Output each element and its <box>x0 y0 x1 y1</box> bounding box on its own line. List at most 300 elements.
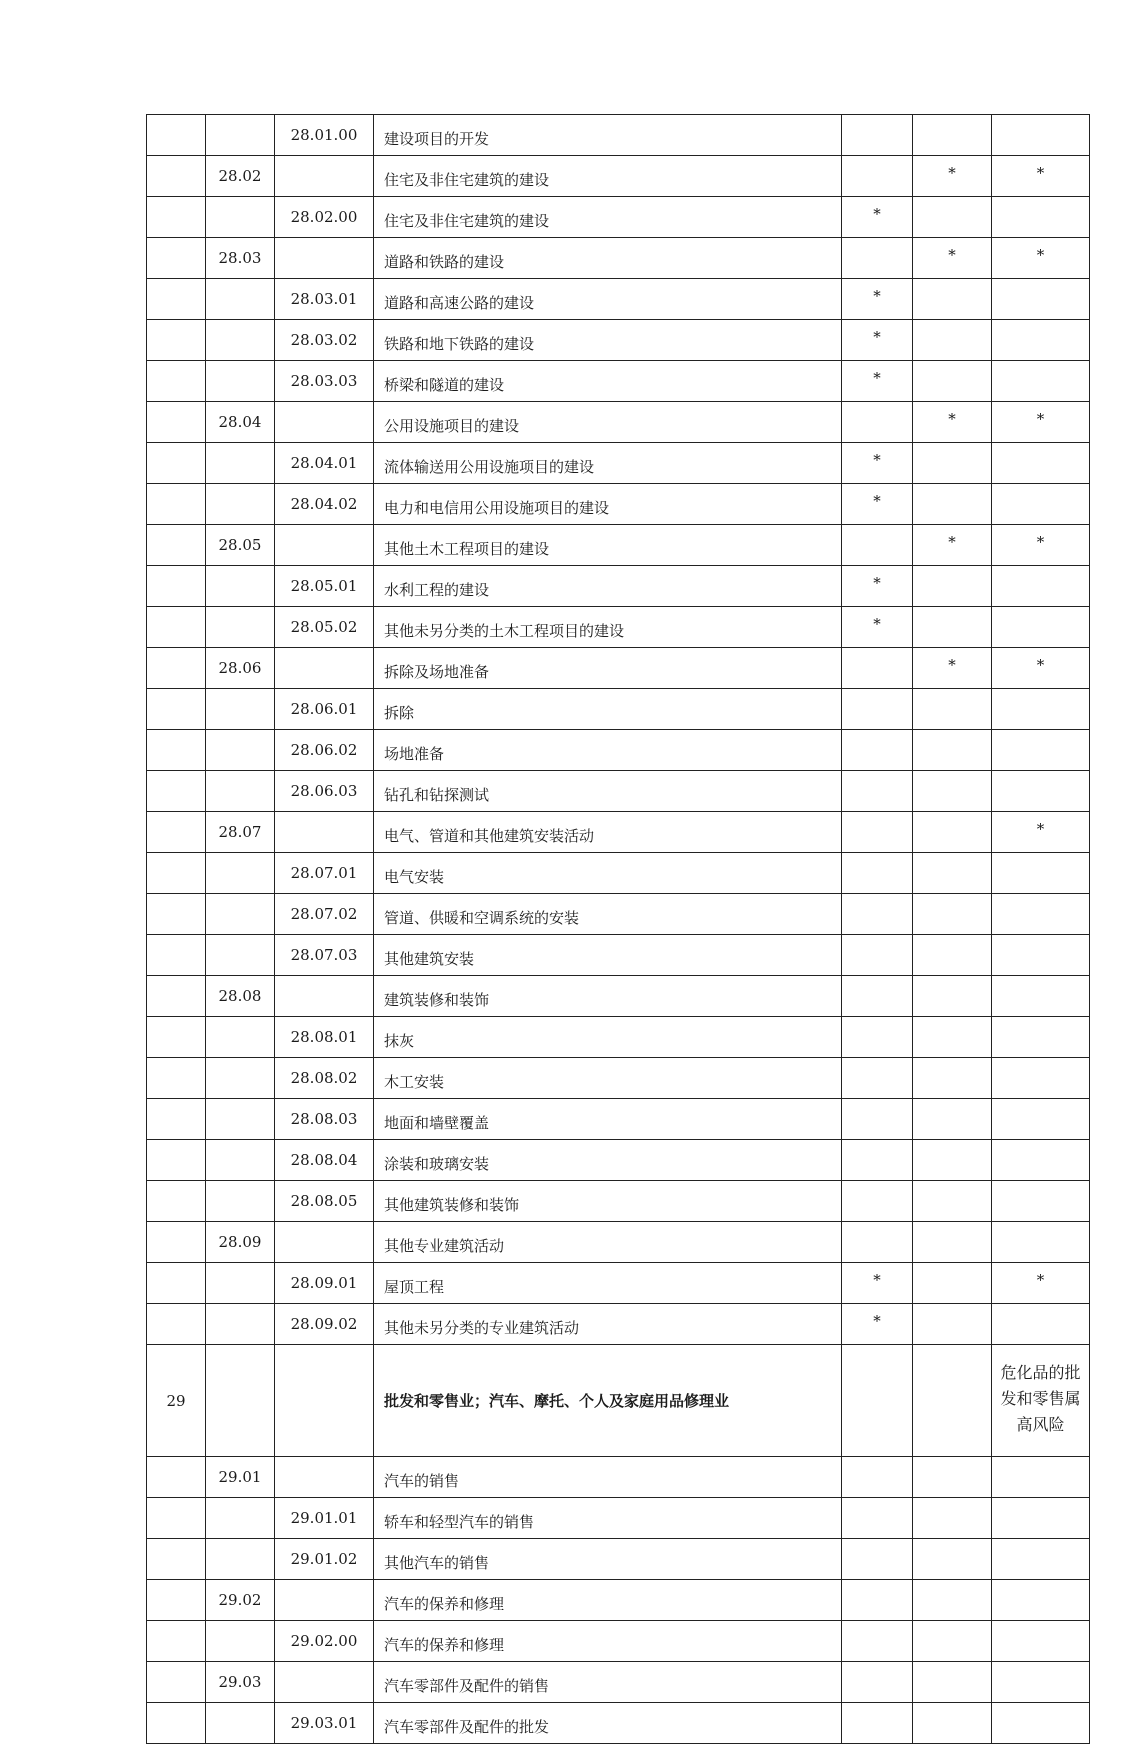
detail-code-cell: 28.08.03 <box>275 1099 374 1140</box>
detail-code-cell <box>275 525 374 566</box>
major-code-cell <box>147 443 206 484</box>
mark-col-2-cell: * <box>913 648 992 689</box>
detail-code-cell <box>275 976 374 1017</box>
mark-col-3-cell: * <box>992 812 1090 853</box>
detail-code-cell: 28.03.01 <box>275 279 374 320</box>
table-row <box>147 607 1090 648</box>
category-name-cell: 木工安装 <box>374 1058 842 1099</box>
mark-col-1-cell <box>842 1457 913 1498</box>
sub-code-cell <box>206 1304 275 1345</box>
mark-col-3-cell <box>992 279 1090 320</box>
mark-col-1-cell <box>842 1099 913 1140</box>
table-row <box>147 1017 1090 1058</box>
mark-col-1-cell <box>842 976 913 1017</box>
table-row <box>147 1580 1090 1621</box>
category-name-cell: 流体输送用公用设施项目的建设 <box>374 443 842 484</box>
category-name-cell: 铁路和地下铁路的建设 <box>374 320 842 361</box>
sub-code-cell <box>206 730 275 771</box>
table-row <box>147 1662 1090 1703</box>
mark-col-3-cell <box>992 771 1090 812</box>
major-code-cell <box>147 689 206 730</box>
sub-code-cell <box>206 1498 275 1539</box>
mark-col-3-cell <box>992 853 1090 894</box>
detail-code-cell <box>275 1662 374 1703</box>
mark-col-1-cell <box>842 1539 913 1580</box>
detail-code-cell <box>275 812 374 853</box>
mark-col-1-cell <box>842 1222 913 1263</box>
category-name-cell: 管道、供暖和空调系统的安装 <box>374 894 842 935</box>
detail-code-cell: 28.05.02 <box>275 607 374 648</box>
mark-col-2-cell: * <box>913 525 992 566</box>
major-code-cell <box>147 1457 206 1498</box>
mark-col-3-cell <box>992 607 1090 648</box>
sub-code-cell: 28.03 <box>206 238 275 279</box>
major-code-cell <box>147 1181 206 1222</box>
sub-code-cell <box>206 115 275 156</box>
mark-col-1-cell <box>842 1498 913 1539</box>
classification-table-body <box>147 115 1090 1744</box>
category-name-cell: 批发和零售业；汽车、摩托、个人及家庭用品修理业 <box>374 1345 842 1457</box>
table-row <box>147 320 1090 361</box>
major-code-cell <box>147 1263 206 1304</box>
category-name-cell: 其他专业建筑活动 <box>374 1222 842 1263</box>
detail-code-cell: 28.07.03 <box>275 935 374 976</box>
major-code-cell <box>147 484 206 525</box>
sub-code-cell: 29.02 <box>206 1580 275 1621</box>
detail-code-cell: 28.04.02 <box>275 484 374 525</box>
mark-col-3-cell <box>992 976 1090 1017</box>
detail-code-cell: 29.01.02 <box>275 1539 374 1580</box>
table-row <box>147 484 1090 525</box>
sub-code-cell <box>206 443 275 484</box>
table-row <box>147 1222 1090 1263</box>
detail-code-cell <box>275 402 374 443</box>
mark-col-2-cell <box>913 1263 992 1304</box>
sub-code-cell <box>206 1621 275 1662</box>
table-row <box>147 935 1090 976</box>
sub-code-cell <box>206 771 275 812</box>
mark-col-3-cell <box>992 361 1090 402</box>
category-name-cell: 水利工程的建设 <box>374 566 842 607</box>
category-name-cell: 其他建筑装修和装饰 <box>374 1181 842 1222</box>
category-name-cell: 公用设施项目的建设 <box>374 402 842 443</box>
table-row <box>147 1345 1090 1457</box>
mark-col-2-cell <box>913 1498 992 1539</box>
mark-col-2-cell <box>913 1457 992 1498</box>
classification-table <box>146 114 1090 1744</box>
mark-col-2-cell <box>913 607 992 648</box>
mark-col-2-cell <box>913 1222 992 1263</box>
table-row <box>147 156 1090 197</box>
category-name-cell: 电力和电信用公用设施项目的建设 <box>374 484 842 525</box>
sub-code-cell <box>206 853 275 894</box>
mark-col-2-cell <box>913 1539 992 1580</box>
table-row <box>147 1140 1090 1181</box>
major-code-cell <box>147 320 206 361</box>
sub-code-cell <box>206 484 275 525</box>
major-code-cell <box>147 1580 206 1621</box>
mark-col-1-cell <box>842 156 913 197</box>
mark-col-2-cell <box>913 1580 992 1621</box>
mark-col-3-cell <box>992 443 1090 484</box>
mark-col-3-cell <box>992 197 1090 238</box>
category-name-cell: 其他建筑安装 <box>374 935 842 976</box>
table-row <box>147 1304 1090 1345</box>
major-code-cell <box>147 853 206 894</box>
category-name-cell: 其他土木工程项目的建设 <box>374 525 842 566</box>
detail-code-cell: 28.01.00 <box>275 115 374 156</box>
major-code-cell <box>147 1539 206 1580</box>
detail-code-cell <box>275 648 374 689</box>
category-name-cell: 其他未另分类的专业建筑活动 <box>374 1304 842 1345</box>
major-code-cell <box>147 197 206 238</box>
table-row <box>147 1099 1090 1140</box>
mark-col-2-cell: * <box>913 156 992 197</box>
detail-code-cell <box>275 1345 374 1457</box>
table-row <box>147 197 1090 238</box>
category-name-cell: 建设项目的开发 <box>374 115 842 156</box>
detail-code-cell: 28.06.02 <box>275 730 374 771</box>
major-code-cell <box>147 1304 206 1345</box>
sub-code-cell <box>206 1140 275 1181</box>
category-name-cell: 住宅及非住宅建筑的建设 <box>374 197 842 238</box>
mark-col-3-cell <box>992 1498 1090 1539</box>
table-row <box>147 894 1090 935</box>
sub-code-cell <box>206 1181 275 1222</box>
sub-code-cell: 28.05 <box>206 525 275 566</box>
major-code-cell <box>147 812 206 853</box>
mark-col-3-cell <box>992 115 1090 156</box>
detail-code-cell <box>275 156 374 197</box>
mark-col-1-cell <box>842 402 913 443</box>
mark-col-2-cell <box>913 1703 992 1744</box>
detail-code-cell <box>275 1580 374 1621</box>
mark-col-1-cell <box>842 115 913 156</box>
mark-col-3-cell <box>992 935 1090 976</box>
category-name-cell: 涂装和玻璃安装 <box>374 1140 842 1181</box>
detail-code-cell: 29.02.00 <box>275 1621 374 1662</box>
detail-code-cell <box>275 1222 374 1263</box>
mark-col-1-cell: * <box>842 1304 913 1345</box>
major-code-cell: 29 <box>147 1345 206 1457</box>
mark-col-1-cell: * <box>842 607 913 648</box>
detail-code-cell: 28.08.04 <box>275 1140 374 1181</box>
mark-col-2-cell <box>913 689 992 730</box>
major-code-cell <box>147 156 206 197</box>
mark-col-3-cell: 危化品的批发和零售属高风险 <box>992 1345 1090 1457</box>
major-code-cell <box>147 115 206 156</box>
detail-code-cell: 28.07.01 <box>275 853 374 894</box>
mark-col-2-cell <box>913 771 992 812</box>
category-name-cell: 拆除及场地准备 <box>374 648 842 689</box>
mark-col-1-cell <box>842 894 913 935</box>
mark-col-3-cell: * <box>992 156 1090 197</box>
mark-col-1-cell <box>842 1621 913 1662</box>
mark-col-3-cell <box>992 894 1090 935</box>
sub-code-cell <box>206 689 275 730</box>
major-code-cell <box>147 525 206 566</box>
category-name-cell: 钻孔和钻探测试 <box>374 771 842 812</box>
detail-code-cell: 28.09.02 <box>275 1304 374 1345</box>
mark-col-2-cell <box>913 853 992 894</box>
major-code-cell <box>147 1099 206 1140</box>
table-row <box>147 566 1090 607</box>
mark-col-2-cell <box>913 1181 992 1222</box>
major-code-cell <box>147 1662 206 1703</box>
mark-col-3-cell: * <box>992 648 1090 689</box>
sub-code-cell: 29.03 <box>206 1662 275 1703</box>
mark-col-3-cell: * <box>992 238 1090 279</box>
major-code-cell <box>147 566 206 607</box>
major-code-cell <box>147 1621 206 1662</box>
table-row <box>147 115 1090 156</box>
mark-col-1-cell: * <box>842 1263 913 1304</box>
sub-code-cell <box>206 320 275 361</box>
mark-col-3-cell <box>992 566 1090 607</box>
major-code-cell <box>147 361 206 402</box>
mark-col-1-cell: * <box>842 566 913 607</box>
mark-col-1-cell: * <box>842 484 913 525</box>
mark-col-2-cell <box>913 361 992 402</box>
detail-code-cell <box>275 1457 374 1498</box>
major-code-cell <box>147 238 206 279</box>
major-code-cell <box>147 402 206 443</box>
mark-col-3-cell <box>992 730 1090 771</box>
detail-code-cell: 29.01.01 <box>275 1498 374 1539</box>
mark-col-1-cell: * <box>842 361 913 402</box>
table-row <box>147 812 1090 853</box>
detail-code-cell: 28.08.01 <box>275 1017 374 1058</box>
mark-col-1-cell <box>842 935 913 976</box>
mark-col-3-cell <box>992 1662 1090 1703</box>
detail-code-cell: 28.03.03 <box>275 361 374 402</box>
mark-col-3-cell <box>992 689 1090 730</box>
category-name-cell: 其他未另分类的土木工程项目的建设 <box>374 607 842 648</box>
mark-col-3-cell <box>992 1621 1090 1662</box>
table-row <box>147 443 1090 484</box>
mark-col-2-cell <box>913 1140 992 1181</box>
category-name-cell: 汽车的销售 <box>374 1457 842 1498</box>
mark-col-3-cell <box>992 1457 1090 1498</box>
major-code-cell <box>147 607 206 648</box>
major-code-cell <box>147 1222 206 1263</box>
sub-code-cell <box>206 279 275 320</box>
sub-code-cell <box>206 361 275 402</box>
table-row <box>147 1181 1090 1222</box>
mark-col-1-cell <box>842 648 913 689</box>
detail-code-cell: 28.08.05 <box>275 1181 374 1222</box>
category-name-cell: 抹灰 <box>374 1017 842 1058</box>
detail-code-cell: 28.03.02 <box>275 320 374 361</box>
mark-col-2-cell: * <box>913 402 992 443</box>
detail-code-cell: 28.08.02 <box>275 1058 374 1099</box>
major-code-cell <box>147 976 206 1017</box>
mark-col-3-cell <box>992 1539 1090 1580</box>
mark-col-1-cell <box>842 1662 913 1703</box>
mark-col-3-cell: * <box>992 525 1090 566</box>
mark-col-3-cell: * <box>992 402 1090 443</box>
mark-col-1-cell <box>842 238 913 279</box>
mark-col-1-cell <box>842 771 913 812</box>
mark-col-1-cell <box>842 1703 913 1744</box>
mark-col-2-cell <box>913 115 992 156</box>
mark-col-1-cell <box>842 812 913 853</box>
mark-col-3-cell <box>992 1099 1090 1140</box>
mark-col-2-cell <box>913 197 992 238</box>
mark-col-1-cell <box>842 1181 913 1222</box>
mark-col-2-cell <box>913 320 992 361</box>
mark-col-1-cell <box>842 1345 913 1457</box>
mark-col-3-cell <box>992 1140 1090 1181</box>
mark-col-2-cell <box>913 484 992 525</box>
mark-col-2-cell <box>913 976 992 1017</box>
major-code-cell <box>147 1498 206 1539</box>
table-row <box>147 1058 1090 1099</box>
sub-code-cell <box>206 935 275 976</box>
sub-code-cell <box>206 1058 275 1099</box>
table-row <box>147 1263 1090 1304</box>
table-row <box>147 361 1090 402</box>
detail-code-cell: 28.04.01 <box>275 443 374 484</box>
detail-code-cell: 29.03.01 <box>275 1703 374 1744</box>
table-row <box>147 525 1090 566</box>
mark-col-3-cell <box>992 484 1090 525</box>
table-row <box>147 1621 1090 1662</box>
category-name-cell: 汽车的保养和修理 <box>374 1621 842 1662</box>
category-name-cell: 桥梁和隧道的建设 <box>374 361 842 402</box>
sub-code-cell <box>206 1017 275 1058</box>
major-code-cell <box>147 894 206 935</box>
sub-code-cell: 28.08 <box>206 976 275 1017</box>
table-row <box>147 1457 1090 1498</box>
detail-code-cell <box>275 238 374 279</box>
table-row <box>147 648 1090 689</box>
category-name-cell: 轿车和轻型汽车的销售 <box>374 1498 842 1539</box>
mark-col-1-cell <box>842 730 913 771</box>
table-row <box>147 1703 1090 1744</box>
mark-col-1-cell <box>842 853 913 894</box>
mark-col-2-cell: * <box>913 238 992 279</box>
mark-col-2-cell <box>913 1099 992 1140</box>
mark-col-3-cell <box>992 1580 1090 1621</box>
detail-code-cell: 28.06.01 <box>275 689 374 730</box>
table-row <box>147 1498 1090 1539</box>
detail-code-cell: 28.05.01 <box>275 566 374 607</box>
mark-col-2-cell <box>913 1621 992 1662</box>
mark-col-2-cell <box>913 1662 992 1703</box>
mark-col-3-cell <box>992 1017 1090 1058</box>
mark-col-1-cell <box>842 525 913 566</box>
table-row <box>147 279 1090 320</box>
mark-col-1-cell <box>842 689 913 730</box>
detail-code-cell: 28.02.00 <box>275 197 374 238</box>
sub-code-cell <box>206 1345 275 1457</box>
major-code-cell <box>147 935 206 976</box>
table-row <box>147 976 1090 1017</box>
sub-code-cell: 28.07 <box>206 812 275 853</box>
category-name-cell: 住宅及非住宅建筑的建设 <box>374 156 842 197</box>
category-name-cell: 地面和墙壁覆盖 <box>374 1099 842 1140</box>
sub-code-cell <box>206 197 275 238</box>
mark-col-2-cell <box>913 566 992 607</box>
detail-code-cell: 28.06.03 <box>275 771 374 812</box>
table-row <box>147 1539 1090 1580</box>
category-name-cell: 建筑装修和装饰 <box>374 976 842 1017</box>
category-name-cell: 电气、管道和其他建筑安装活动 <box>374 812 842 853</box>
mark-col-1-cell <box>842 1058 913 1099</box>
category-name-cell: 电气安装 <box>374 853 842 894</box>
mark-col-1-cell: * <box>842 320 913 361</box>
major-code-cell <box>147 1140 206 1181</box>
sub-code-cell <box>206 1539 275 1580</box>
mark-col-2-cell <box>913 279 992 320</box>
mark-col-2-cell <box>913 935 992 976</box>
category-name-cell: 屋顶工程 <box>374 1263 842 1304</box>
mark-col-3-cell <box>992 1703 1090 1744</box>
sub-code-cell <box>206 607 275 648</box>
sub-code-cell <box>206 566 275 607</box>
mark-col-2-cell <box>913 443 992 484</box>
sub-code-cell: 28.04 <box>206 402 275 443</box>
mark-col-3-cell <box>992 1222 1090 1263</box>
sub-code-cell <box>206 1263 275 1304</box>
mark-col-3-cell: * <box>992 1263 1090 1304</box>
major-code-cell <box>147 1703 206 1744</box>
mark-col-1-cell <box>842 1017 913 1058</box>
mark-col-1-cell: * <box>842 197 913 238</box>
category-name-cell: 道路和铁路的建设 <box>374 238 842 279</box>
category-name-cell: 道路和高速公路的建设 <box>374 279 842 320</box>
major-code-cell <box>147 771 206 812</box>
mark-col-3-cell <box>992 320 1090 361</box>
mark-col-1-cell: * <box>842 279 913 320</box>
category-name-cell: 汽车零部件及配件的销售 <box>374 1662 842 1703</box>
category-name-cell: 其他汽车的销售 <box>374 1539 842 1580</box>
major-code-cell <box>147 1017 206 1058</box>
table-row <box>147 238 1090 279</box>
mark-col-2-cell <box>913 1304 992 1345</box>
category-name-cell: 汽车的保养和修理 <box>374 1580 842 1621</box>
sub-code-cell: 29.01 <box>206 1457 275 1498</box>
major-code-cell <box>147 1058 206 1099</box>
category-name-cell: 拆除 <box>374 689 842 730</box>
sub-code-cell <box>206 894 275 935</box>
mark-col-3-cell <box>992 1304 1090 1345</box>
mark-col-2-cell <box>913 730 992 771</box>
mark-col-3-cell <box>992 1181 1090 1222</box>
mark-col-2-cell <box>913 894 992 935</box>
table-row <box>147 853 1090 894</box>
table-row <box>147 771 1090 812</box>
sub-code-cell: 28.09 <box>206 1222 275 1263</box>
table-row <box>147 730 1090 771</box>
category-name-cell: 场地准备 <box>374 730 842 771</box>
detail-code-cell: 28.09.01 <box>275 1263 374 1304</box>
table-row <box>147 402 1090 443</box>
detail-code-cell: 28.07.02 <box>275 894 374 935</box>
mark-col-2-cell <box>913 1345 992 1457</box>
mark-col-1-cell: * <box>842 443 913 484</box>
category-name-cell: 汽车零部件及配件的批发 <box>374 1703 842 1744</box>
sub-code-cell <box>206 1703 275 1744</box>
mark-col-2-cell <box>913 812 992 853</box>
sub-code-cell: 28.06 <box>206 648 275 689</box>
mark-col-2-cell <box>913 1017 992 1058</box>
mark-col-1-cell <box>842 1140 913 1181</box>
major-code-cell <box>147 279 206 320</box>
major-code-cell <box>147 648 206 689</box>
mark-col-2-cell <box>913 1058 992 1099</box>
